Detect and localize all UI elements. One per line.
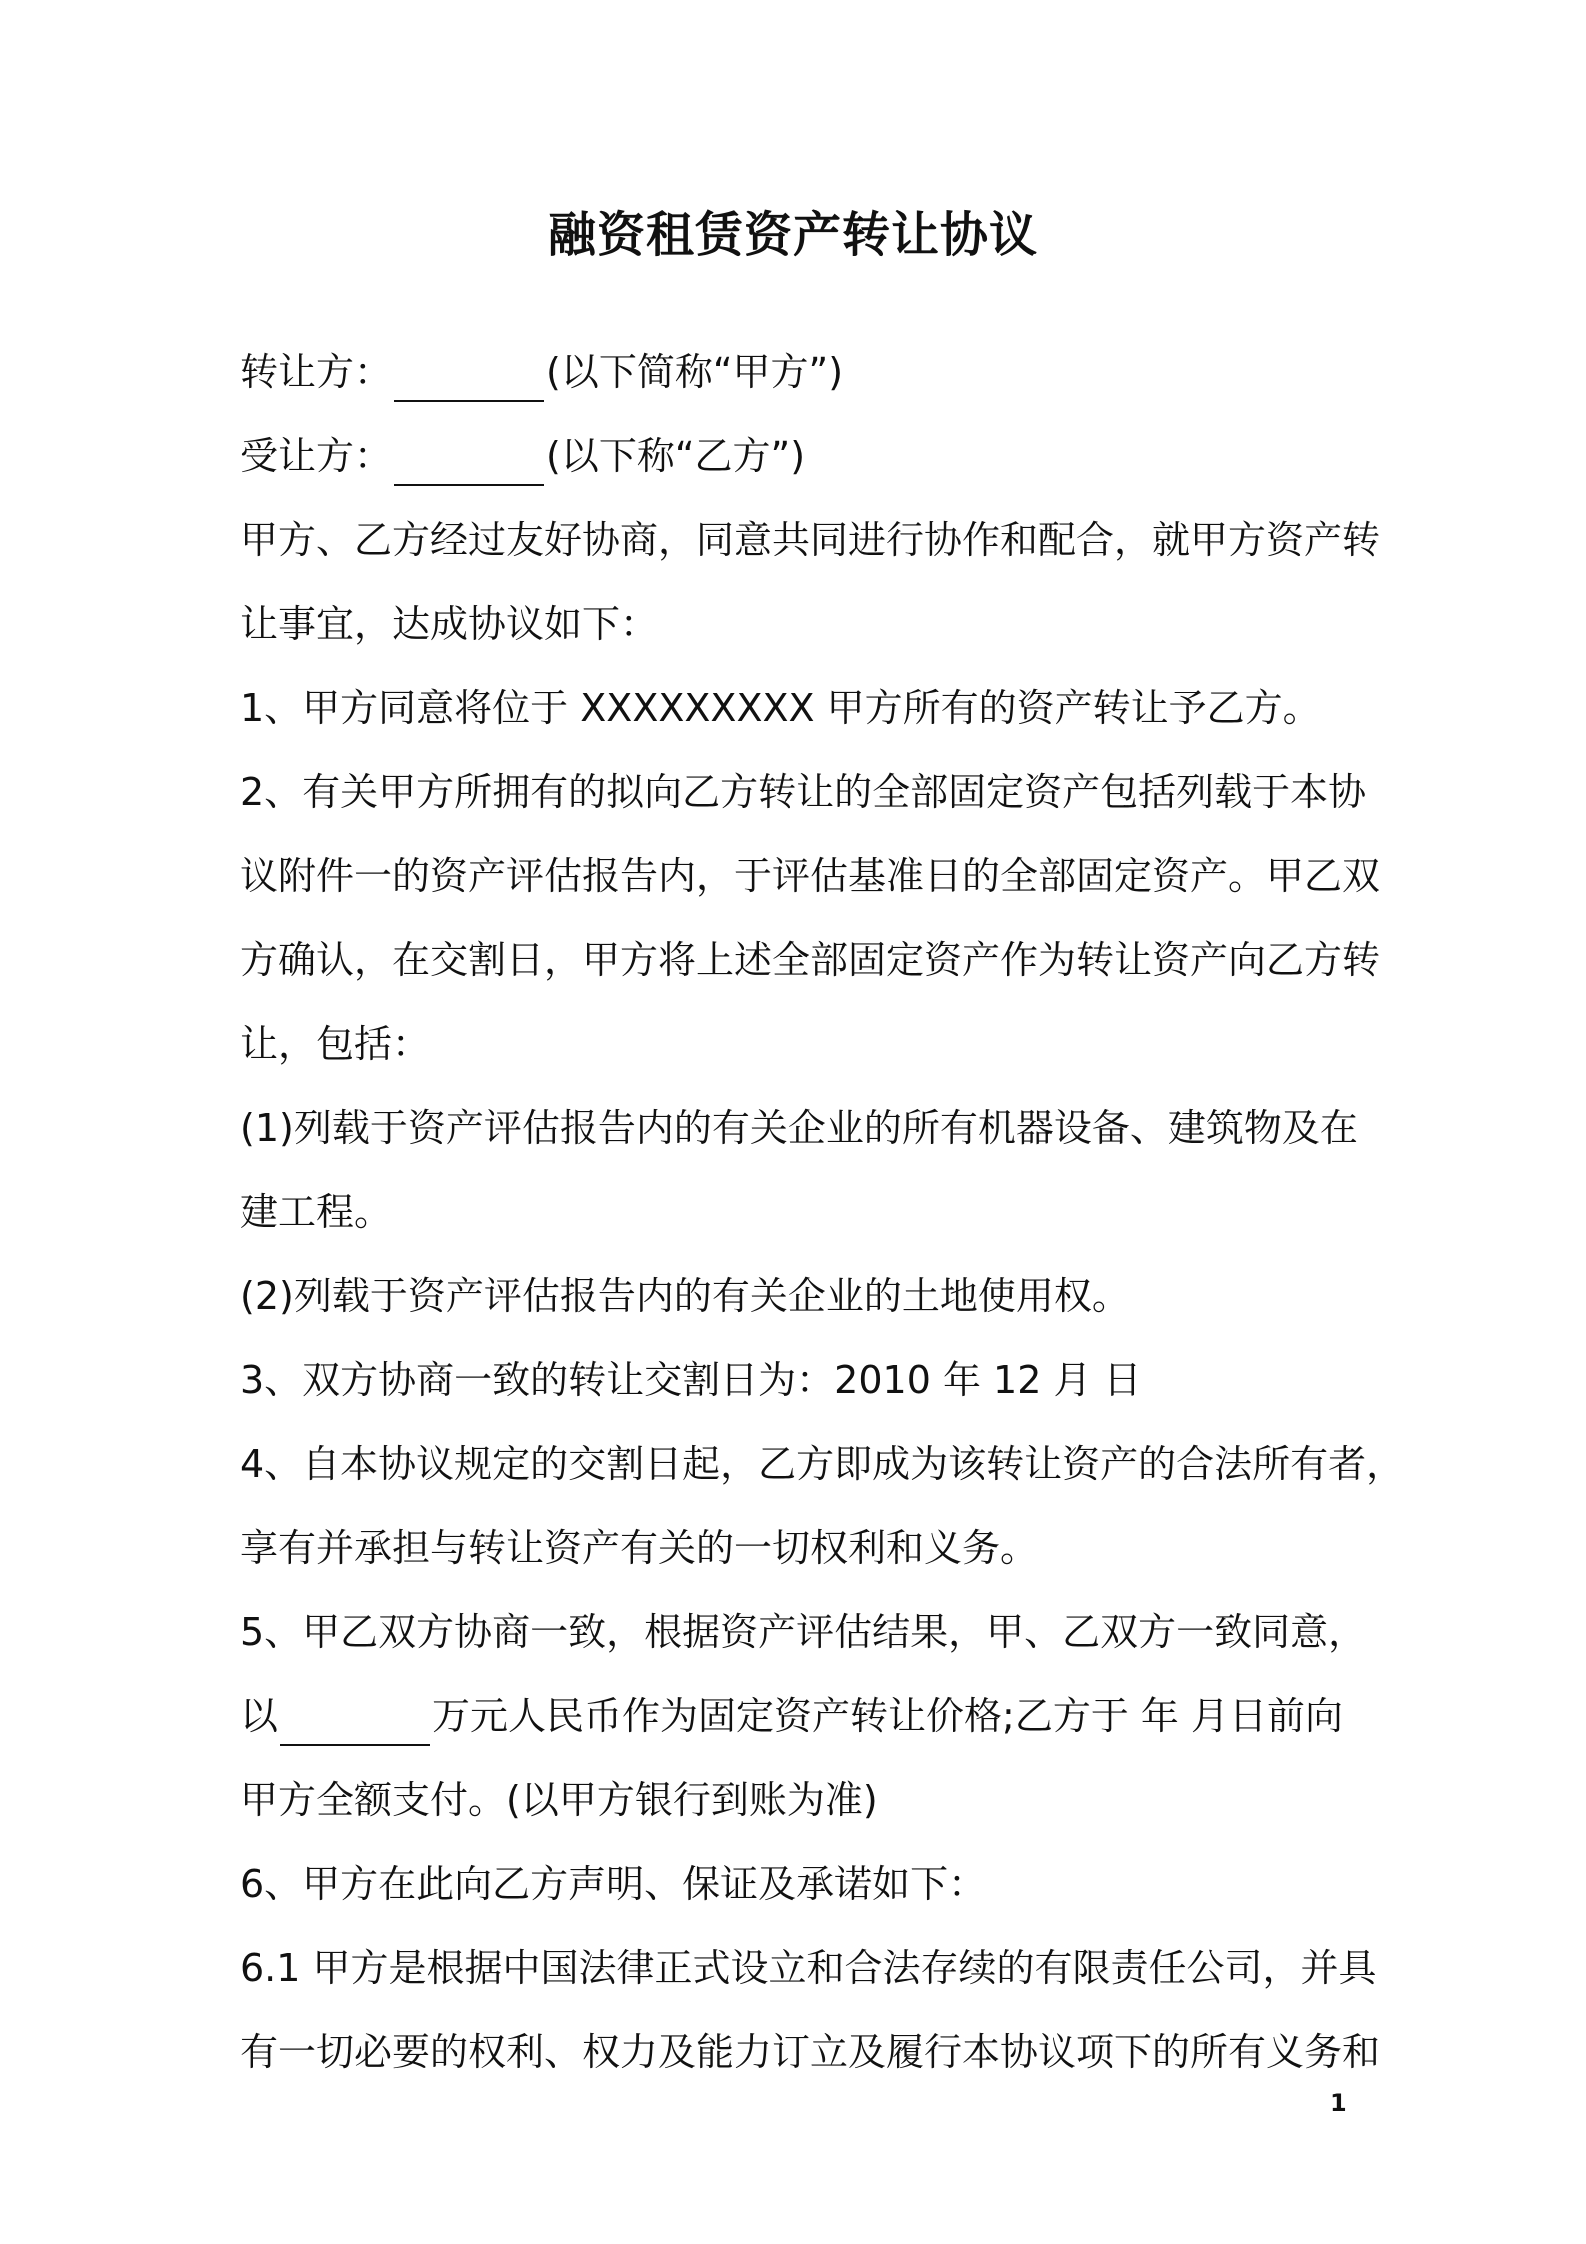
clause-6-line: 6、甲方在此向乙方声明、保证及承诺如下： [240,1862,987,1906]
clause-2-line: 议附件一的资产评估报告内，于评估基准日的全部固定资产。甲乙双 [240,854,1381,898]
price-line [240,1674,1400,1758]
transferor-suffix: (以下简称“甲方”) [546,350,844,394]
clause-3-line: 3、双方协商一致的转让交割日为：2010 年 12 月 日 [240,1358,1142,1402]
sub-item-1-line: (1)列载于资产评估报告内的有关企业的所有机器设备、建筑物及在 [240,1106,1358,1150]
clause-2-line: 让，包括： [240,1022,431,1066]
sub-item-2-line: (2)列载于资产评估报告内的有关企业的土地使用权。 [240,1274,1130,1318]
document-title: 融资租赁资产转让协议 [547,207,1038,263]
transferee-label: 受让方： [240,434,393,478]
clause-5-line: 甲方全额支付。(以甲方银行到账为准) [240,1778,878,1822]
clause-1-line: 1、甲方同意将位于 XXXXXXXXX 甲方所有的资产转让予乙方。 [240,686,1321,730]
transferee-suffix: (以下称“乙方”) [546,434,806,478]
clause-5-line: 5、甲乙双方协商一致，根据资产评估结果，甲、乙双方一致同意， [240,1610,1367,1654]
transferor-blank [394,348,544,402]
document-body [240,330,1405,2094]
clause-4-line: 享有并承担与转让资产有关的一切权利和义务。 [240,1526,1039,1570]
price-prefix: 以 [240,1694,279,1738]
page-number: 1 [1330,2089,1347,2117]
price-suffix: 万元人民币作为固定资产转让价格;乙方于 年 月日前向 [432,1694,1343,1738]
transferor-label: 转让方： [240,350,393,394]
transferee-blank [394,432,544,486]
transferee-line [240,414,1400,498]
clause-2-line: 方确认，在交割日，甲方将上述全部固定资产作为转让资产向乙方转 [240,938,1381,982]
clause-6-1-line: 有一切必要的权利、权力及能力订立及履行本协议项下的所有义务和 [240,2030,1381,2074]
clause-4-line: 4、自本协议规定的交割日起，乙方即成为该转让资产的合法所有者， [240,1442,1405,1486]
clause-6-1-line: 6.1 甲方是根据中国法律正式设立和合法存续的有限责任公司，并具 [240,1946,1377,1990]
price-blank [280,1692,430,1746]
sub-item-1-line: 建工程。 [240,1190,393,1234]
transferor-line [240,330,1400,414]
clause-2-line: 2、有关甲方所拥有的拟向乙方转让的全部固定资产包括列载于本协 [240,770,1367,814]
paragraph-line: 甲方、乙方经过友好协商，同意共同进行协作和配合，就甲方资产转 [240,518,1381,562]
paragraph-line: 让事宜，达成协议如下： [240,602,659,646]
